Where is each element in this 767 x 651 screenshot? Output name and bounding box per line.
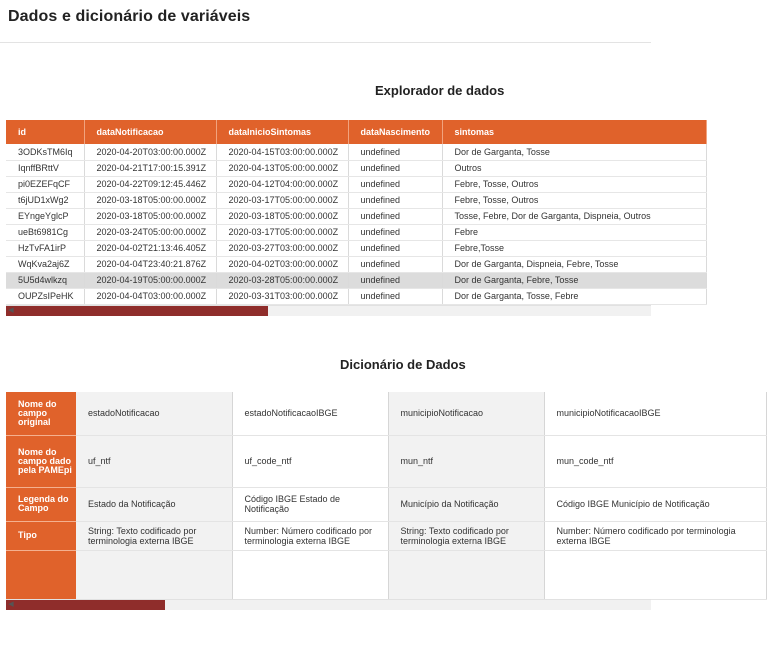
dictionary-cell	[388, 550, 544, 599]
column-header-dataNotificacao[interactable]: dataNotificacao	[84, 120, 216, 144]
table-cell: Febre,Tosse	[442, 240, 706, 256]
page-header	[0, 0, 651, 43]
table-cell: t6jUD1xWg2	[6, 192, 84, 208]
column-header-dataNascimento[interactable]: dataNascimento	[348, 120, 442, 144]
dictionary-cell: Number: Número codificado por terminologia externa IBGE	[232, 521, 388, 550]
dictionary-cell: uf_ntf	[76, 435, 232, 487]
table-cell: 2020-03-17T05:00:00.000Z	[216, 192, 348, 208]
dictionary-horizontal-scrollbar[interactable]	[6, 599, 651, 610]
table-cell: 2020-03-17T05:00:00.000Z	[216, 224, 348, 240]
table-cell: Dor de Garganta, Febre, Tosse	[442, 272, 706, 288]
table-cell: undefined	[348, 192, 442, 208]
dictionary-cell	[232, 550, 388, 599]
dictionary-cell: Estado da Notificação	[76, 487, 232, 521]
table-cell: 2020-04-02T21:13:46.405Z	[84, 240, 216, 256]
table-cell: undefined	[348, 144, 442, 160]
dictionary-cell: municipioNotificacaoIBGE	[544, 392, 766, 435]
table-cell: 2020-04-13T05:00:00.000Z	[216, 160, 348, 176]
dictionary-cell: mun_ntf	[388, 435, 544, 487]
dictionary-row-header: Tipo	[6, 521, 76, 550]
scroll-left-arrow-icon[interactable]: ◀	[8, 601, 14, 608]
dictionary-cell: Código IBGE Estado de Notificação	[232, 487, 388, 521]
data-explorer-table	[6, 120, 651, 304]
table-cell: 2020-04-02T03:00:00.000Z	[216, 256, 348, 272]
table-row[interactable]	[6, 192, 706, 208]
table-cell: 2020-03-31T03:00:00.000Z	[216, 288, 348, 304]
table-cell: undefined	[348, 160, 442, 176]
dictionary-row	[6, 487, 766, 521]
table-row[interactable]	[6, 288, 706, 304]
table-header-row	[6, 120, 706, 144]
dictionary-cell: municipioNotificacao	[388, 392, 544, 435]
table-cell: Tosse, Febre, Dor de Garganta, Dispneia, Outros	[442, 208, 706, 224]
table-cell: 2020-03-18T05:00:00.000Z	[216, 208, 348, 224]
dictionary-cell: String: Texto codificado por terminologia externa IBGE	[388, 521, 544, 550]
table-row[interactable]	[6, 160, 706, 176]
table-cell: 2020-04-12T04:00:00.000Z	[216, 176, 348, 192]
dictionary-cell: estadoNotificacaoIBGE	[232, 392, 388, 435]
table-cell: WqKva2aj6Z	[6, 256, 84, 272]
table-cell: undefined	[348, 208, 442, 224]
table-cell: Dor de Garganta, Tosse, Febre	[442, 288, 706, 304]
dictionary-row	[6, 392, 766, 435]
table-cell: 2020-03-18T05:00:00.000Z	[84, 192, 216, 208]
dictionary-cell: Município da Notificação	[388, 487, 544, 521]
table-cell: HzTvFA1irP	[6, 240, 84, 256]
scrollbar-thumb[interactable]	[6, 306, 268, 316]
dictionary-row-header: Nome do campo original	[6, 392, 76, 435]
dictionary-row-header: Legenda do Campo	[6, 487, 76, 521]
table-row[interactable]	[6, 224, 706, 240]
dictionary-cell	[544, 550, 766, 599]
table-cell: EYngeYglcP	[6, 208, 84, 224]
table-cell: Febre, Tosse, Outros	[442, 192, 706, 208]
table-cell: pi0EZEFqCF	[6, 176, 84, 192]
table-cell: 2020-03-27T03:00:00.000Z	[216, 240, 348, 256]
scroll-left-arrow-icon[interactable]: ◀	[8, 307, 14, 314]
table-cell: undefined	[348, 176, 442, 192]
data-dictionary-table	[6, 392, 736, 599]
explorer-title: Explorador de dados	[375, 83, 505, 98]
table-cell: 2020-03-28T05:00:00.000Z	[216, 272, 348, 288]
column-header-sintomas[interactable]: sintomas	[442, 120, 706, 144]
dictionary-cell: estadoNotificacao	[76, 392, 232, 435]
table-cell: undefined	[348, 272, 442, 288]
page-title: Dados e dicionário de variáveis	[8, 8, 251, 25]
table-cell: 2020-03-24T05:00:00.000Z	[84, 224, 216, 240]
table-row[interactable]	[6, 256, 706, 272]
dictionary-row-header: Nome do campo dado pela PAMEpi	[6, 435, 76, 487]
dictionary-cell: uf_code_ntf	[232, 435, 388, 487]
scrollbar-thumb[interactable]	[6, 600, 165, 610]
table-cell: Dor de Garganta, Tosse	[442, 144, 706, 160]
table-cell: 2020-04-21T17:00:15.391Z	[84, 160, 216, 176]
column-header-id[interactable]: id	[6, 120, 84, 144]
table-row[interactable]	[6, 208, 706, 224]
dictionary-cell: Código IBGE Município de Notificação	[544, 487, 766, 521]
table-cell: 2020-04-04T23:40:21.876Z	[84, 256, 216, 272]
table-cell: 5U5d4wlkzq	[6, 272, 84, 288]
table-cell: Dor de Garganta, Dispneia, Febre, Tosse	[442, 256, 706, 272]
dictionary-row	[6, 435, 766, 487]
table-cell: 2020-04-15T03:00:00.000Z	[216, 144, 348, 160]
explorer-horizontal-scrollbar[interactable]	[6, 305, 651, 316]
table-row[interactable]	[6, 144, 706, 160]
table-cell: undefined	[348, 224, 442, 240]
table-cell: 2020-04-22T09:12:45.446Z	[84, 176, 216, 192]
table-row[interactable]	[6, 240, 706, 256]
table-cell: Febre, Tosse, Outros	[442, 176, 706, 192]
table-cell: Outros	[442, 160, 706, 176]
table-row[interactable]	[6, 272, 706, 288]
dictionary-title: Dicionário de Dados	[340, 357, 466, 372]
dictionary-cell: String: Texto codificado por terminologia externa IBGE	[76, 521, 232, 550]
table-cell: 3ODKsTM6Iq	[6, 144, 84, 160]
dictionary-row	[6, 521, 766, 550]
table-cell: Febre	[442, 224, 706, 240]
table-cell: undefined	[348, 240, 442, 256]
dictionary-row-header	[6, 550, 76, 599]
table-cell: 2020-03-18T05:00:00.000Z	[84, 208, 216, 224]
table-cell: 2020-04-19T05:00:00.000Z	[84, 272, 216, 288]
table-cell: undefined	[348, 288, 442, 304]
dictionary-row	[6, 550, 766, 599]
table-cell: ueBt6981Cg	[6, 224, 84, 240]
column-header-dataInicioSintomas[interactable]: dataInicioSintomas	[216, 120, 348, 144]
table-cell: IqnffBRttV	[6, 160, 84, 176]
table-cell: 2020-04-20T03:00:00.000Z	[84, 144, 216, 160]
dictionary-cell: Number: Número codificado por terminologia externa IBGE	[544, 521, 766, 550]
table-cell: undefined	[348, 256, 442, 272]
table-cell: 2020-04-04T03:00:00.000Z	[84, 288, 216, 304]
table-cell: OUPZsIPeHK	[6, 288, 84, 304]
table-row[interactable]	[6, 176, 706, 192]
dictionary-cell: mun_code_ntf	[544, 435, 766, 487]
dictionary-cell	[76, 550, 232, 599]
